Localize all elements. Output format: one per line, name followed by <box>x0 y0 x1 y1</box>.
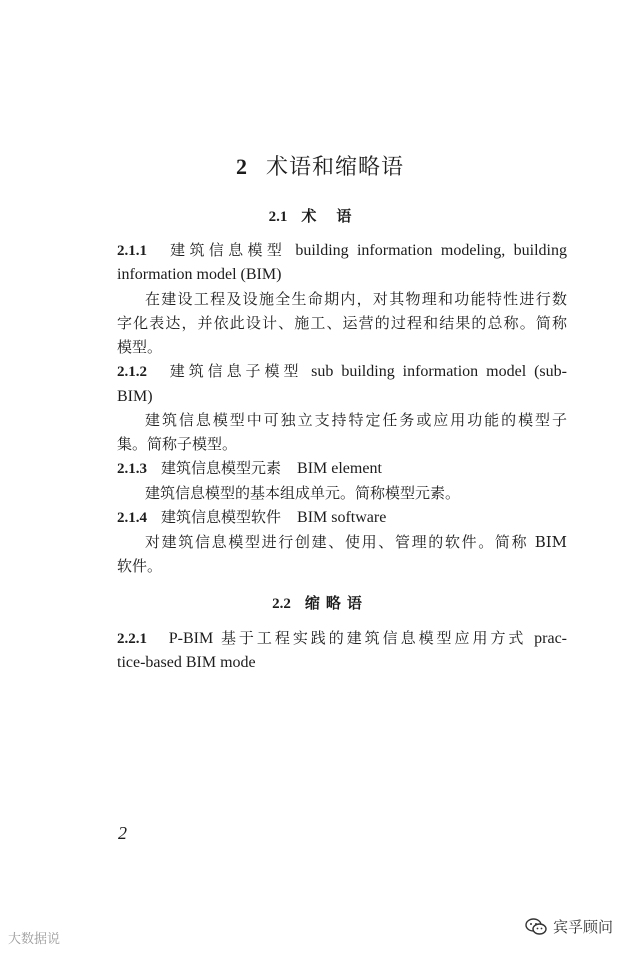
term-english-continuation <box>117 264 567 285</box>
section-heading-terms <box>0 205 640 226</box>
chapter-heading <box>0 150 640 181</box>
term-heading-line <box>117 361 567 382</box>
abbreviation-english-name-cont: tice-based BIM mode <box>117 654 256 671</box>
term-definition-line: 建筑信息模型的基本组成单元。简称模型元素。 <box>145 484 461 502</box>
section-number: 2.2 <box>272 596 291 612</box>
abbreviation-english-name: prac- <box>534 630 567 647</box>
term-english-name-cont: information model (BIM) <box>117 266 282 283</box>
term-number: 2.1.1 <box>117 243 147 259</box>
watermark-left <box>8 928 60 947</box>
abbreviation-english-continuation <box>117 652 567 673</box>
watermark-right <box>525 916 613 937</box>
term-chinese-name: 建筑信息模型 <box>170 241 287 259</box>
term-number: 2.1.4 <box>117 510 147 526</box>
term-chinese-name: 建筑信息子模型 <box>169 362 303 380</box>
abbreviation-chinese-name: 基于工程实践的建筑信息模型应用方式 <box>220 629 527 647</box>
term-heading-line <box>117 458 567 479</box>
term-definition-line: 软件。 <box>117 557 163 575</box>
section-title: 术语 <box>301 207 372 225</box>
term-english-continuation <box>117 386 567 407</box>
term-english-name: building information modeling, building <box>295 242 567 259</box>
term-definition-line: 在建设工程及设施全生命期内，对其物理和功能特性进行数 <box>145 290 567 308</box>
watermark-right-text: 宾孚顾问 <box>553 918 614 936</box>
term-chinese-name: 建筑信息模型元素 <box>161 459 282 477</box>
term-english-name: sub building information model (sub- <box>311 363 567 380</box>
term-heading-line <box>117 507 567 528</box>
term-definition-line: 集。简称子模型。 <box>117 435 238 453</box>
term-definition-line: 建筑信息模型中可独立支持特定任务或应用功能的模型子 <box>145 411 567 429</box>
term-definition-line: 模型。 <box>117 338 163 356</box>
wechat-icon <box>525 918 547 936</box>
abbreviation-code: P-BIM <box>168 630 214 647</box>
abbreviation-heading-line <box>117 628 567 649</box>
term-chinese-name: 建筑信息模型软件 <box>161 508 282 526</box>
section-number: 2.1 <box>268 209 288 225</box>
section-heading-abbreviations <box>0 592 640 613</box>
watermark-left-text: 大数据说 <box>8 932 61 947</box>
term-heading-line <box>117 240 567 261</box>
term-english-name: BIM software <box>297 509 387 526</box>
term-definition-line: 字化表达，并依此设计、施工、运营的过程和结果的总称。简称 <box>117 314 567 332</box>
section-title: 缩略语 <box>304 594 368 612</box>
term-number: 2.1.2 <box>117 364 147 380</box>
abbreviation-number: 2.2.1 <box>117 631 147 647</box>
chapter-number: 2 <box>235 154 248 179</box>
chapter-title: 术语和缩略语 <box>265 155 404 180</box>
page-number: 2 <box>118 823 127 843</box>
term-english-name-cont: BIM) <box>117 388 153 405</box>
term-english-name: BIM element <box>297 460 382 477</box>
term-definition-line: 对建筑信息模型进行创建、使用、管理的软件。简称 BIM <box>145 533 567 551</box>
term-number: 2.1.3 <box>117 461 147 477</box>
